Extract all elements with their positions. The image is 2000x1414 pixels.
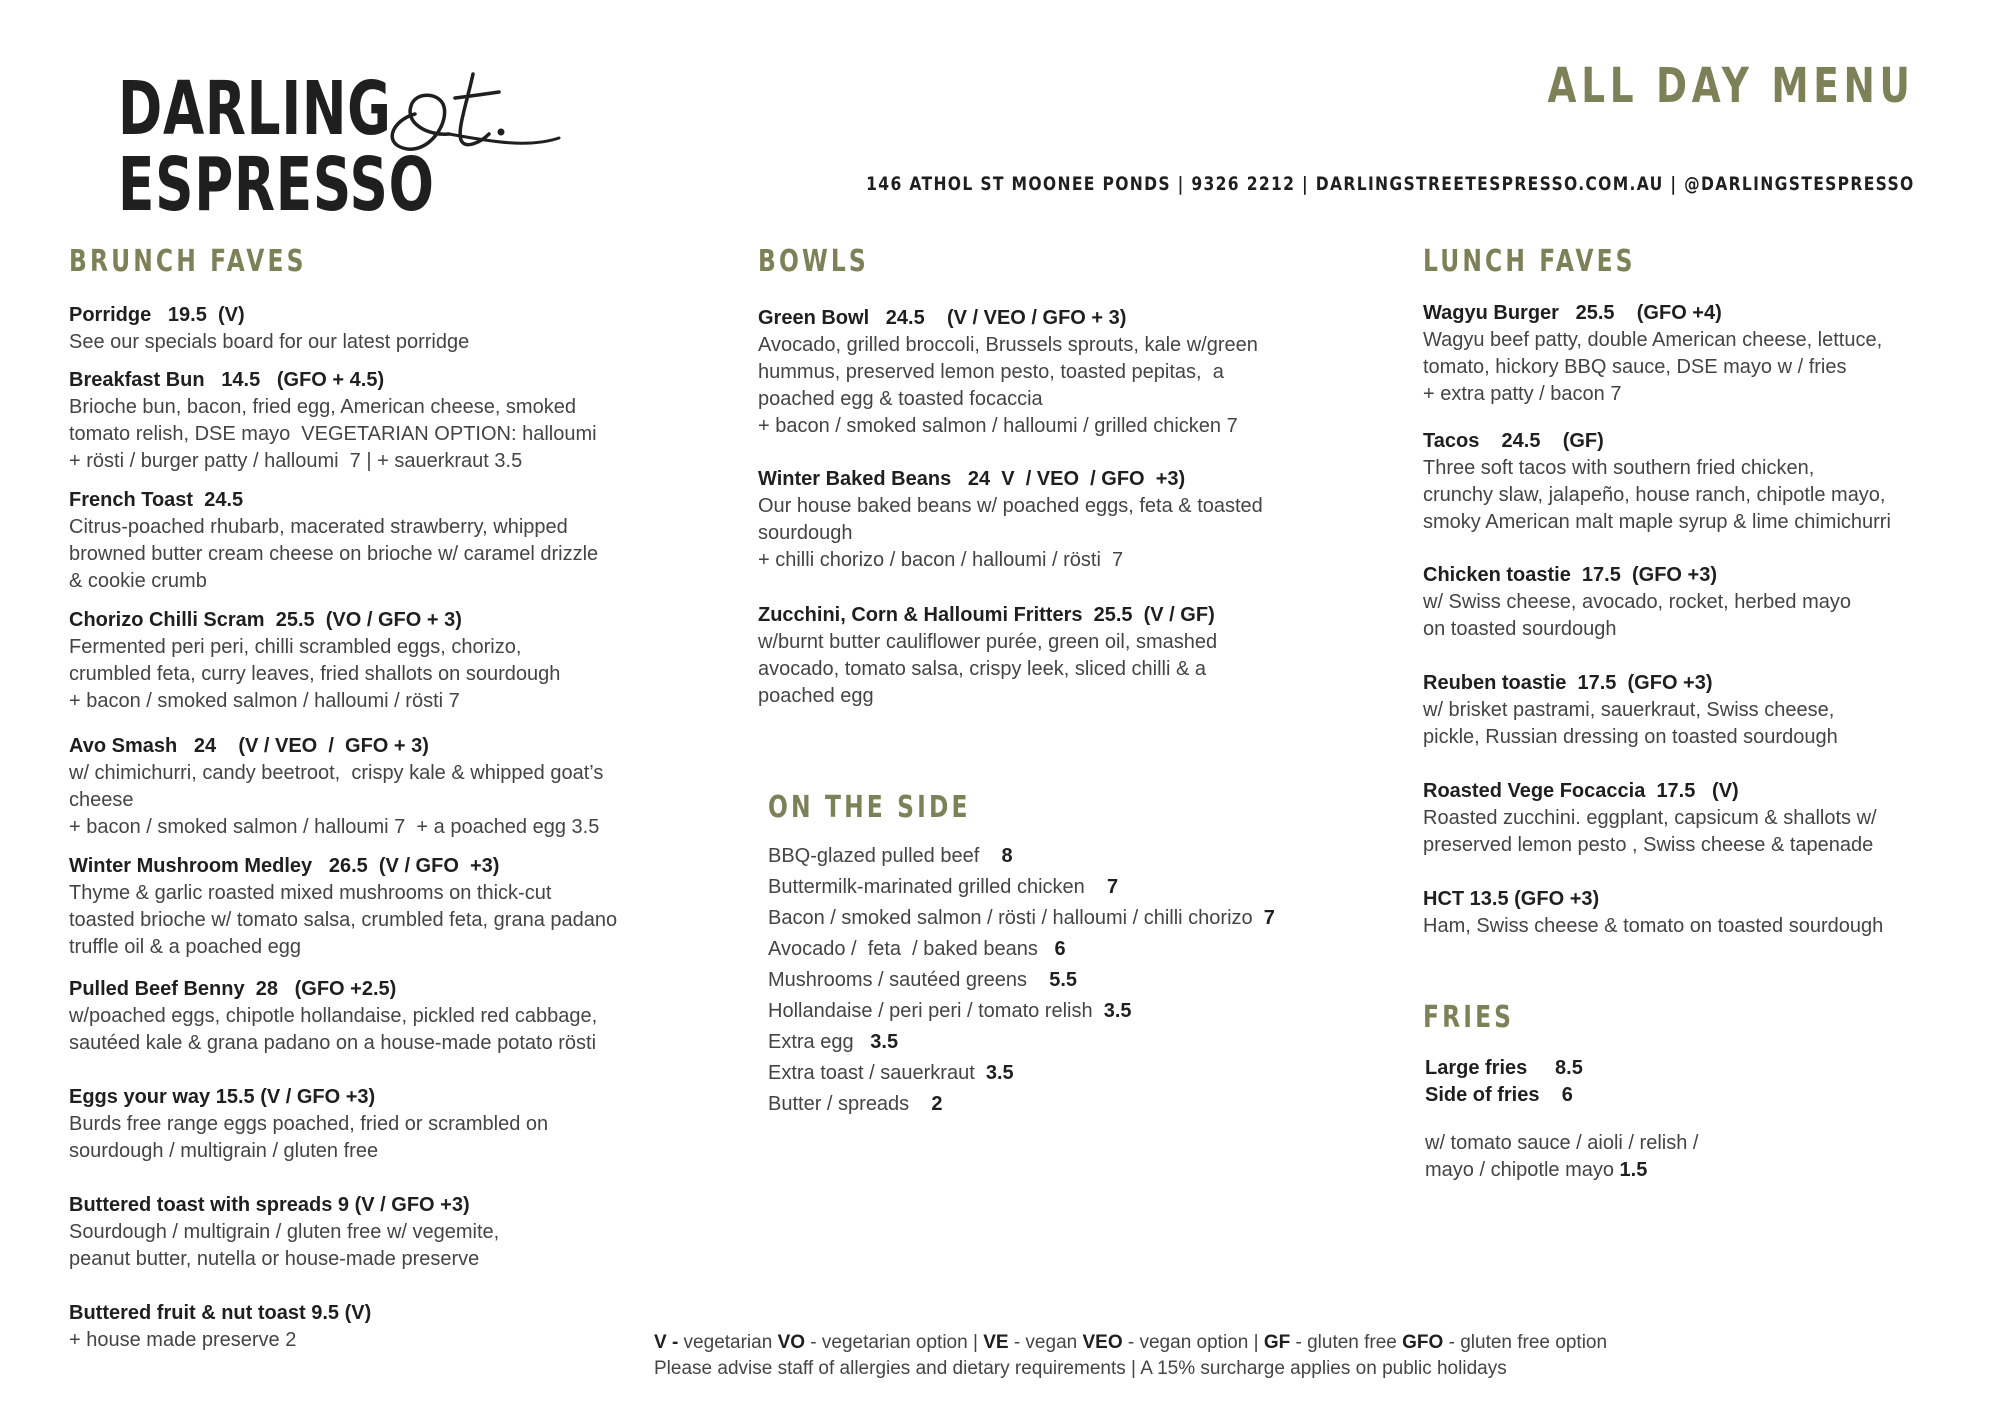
side-item-label: BBQ-glazed pulled beef (768, 845, 1002, 867)
side-item-price: 8 (1001, 845, 1013, 867)
brunch-item-description: + bacon / smoked salmon / halloumi / rösti 7 (69, 690, 460, 712)
legend-v: V - (654, 1332, 679, 1353)
fries-section-title: FRIES (1423, 1000, 1515, 1035)
lunch-item-description: Wagyu beef patty, double American cheese, lettuce, (1423, 329, 1883, 351)
legend-ve: VE (983, 1332, 1009, 1353)
lunch-item-name: Roasted Vege Focaccia 17.5 (V) (1423, 780, 1739, 802)
lunch-item-name: HCT 13.5 (GFO +3) (1423, 888, 1600, 910)
bowls-menu-item (758, 305, 1258, 440)
brunch-item-description: cheese (69, 789, 134, 811)
allergy-notice: Please advise staff of allergies and dietary requirements | A 15% surcharge applies on public holidays (654, 1358, 1507, 1379)
brunch-item-description: tomato relish, DSE mayo VEGETARIAN OPTION: halloumi (69, 423, 597, 445)
lunch-item-description: pickle, Russian dressing on toasted sourdough (1423, 726, 1838, 748)
side-item-label: Mushrooms / sautéed greens (768, 969, 1050, 991)
lunch-menu-item (1423, 300, 1882, 408)
side-item-price: 6 (1054, 938, 1066, 960)
brunch-menu-item (69, 853, 617, 961)
legend-gfo: GFO (1402, 1332, 1444, 1353)
side-item-label: Bacon / smoked salmon / rösti / halloumi / chilli chorizo (768, 907, 1264, 929)
brunch-item-description: + house made preserve 2 (69, 1329, 297, 1351)
brunch-item-description: toasted brioche w/ tomato salsa, crumbled feta, grana padano (69, 909, 618, 931)
brunch-menu-item (69, 1084, 548, 1165)
bowls-item-description: hummus, preserved lemon pesto, toasted pepitas, a (758, 361, 1224, 383)
brunch-item-name: Porridge 19.5 (V) (69, 304, 245, 326)
dietary-legend (654, 1330, 1607, 1356)
bowls-item-name: Zucchini, Corn & Halloumi Fritters 25.5 (V / GF) (758, 604, 1215, 626)
bowls-item-description: + bacon / smoked salmon / halloumi / grilled chicken 7 (758, 415, 1238, 437)
logo-script-st (353, 52, 583, 162)
side-item-label: Hollandaise / peri peri / tomato relish (768, 1000, 1104, 1022)
side-item-price: 2 (931, 1093, 943, 1115)
lunch-item-name: Chicken toastie 17.5 (GFO +3) (1423, 564, 1717, 586)
lunch-menu-item (1423, 670, 1838, 751)
legend-v-text: vegetarian (678, 1332, 778, 1353)
brunch-item-description: Fermented peri peri, chilli scrambled eggs, chorizo, (69, 636, 522, 658)
side-item (768, 1029, 898, 1056)
lunch-item-name: Tacos 24.5 (GF) (1423, 430, 1604, 452)
side-item (768, 998, 1132, 1025)
legend-gf: GF (1263, 1332, 1291, 1353)
contact-line: 146 ATHOL ST MOONEE PONDS | 9326 2212 | DARLINGSTREETESPRESSO.COM.AU | @DARLINGSTESPRESSO (866, 173, 1915, 195)
brunch-item-description: Citrus-poached rhubarb, macerated strawberry, whipped (69, 516, 568, 538)
side-item (768, 874, 1118, 901)
brunch-item-name: Buttered fruit & nut toast 9.5 (V) (69, 1302, 372, 1324)
bowls-item-description: poached egg & toasted focaccia (758, 388, 1043, 410)
side-item-label: Avocado / feta / baked beans (768, 938, 1055, 960)
brunch-item-description: + bacon / smoked salmon / halloumi 7 + a poached egg 3.5 (69, 816, 600, 838)
brunch-item-description: sautéed kale & grana padano on a house-made potato rösti (69, 1032, 597, 1054)
brunch-menu-item (69, 487, 598, 595)
bowls-item-description: avocado, tomato salsa, crispy leek, sliced chilli & a (758, 658, 1206, 680)
lunch-item-description: Ham, Swiss cheese & tomato on toasted sourdough (1423, 915, 1884, 937)
lunch-item-description: Roasted zucchini. eggplant, capsicum & shallots w/ (1423, 807, 1877, 829)
brunch-item-description: sourdough / multigrain / gluten free (69, 1140, 379, 1162)
brunch-item-description: See our specials board for our latest porridge (69, 331, 470, 353)
brunch-item-description: peanut butter, nutella or house-made preserve (69, 1248, 480, 1270)
brunch-item-name: French Toast 24.5 (69, 489, 244, 511)
lunch-item-name: Wagyu Burger 25.5 (GFO +4) (1423, 302, 1722, 324)
lunch-item-name: Reuben toastie 17.5 (GFO +3) (1423, 672, 1713, 694)
brunch-menu-item (69, 1300, 371, 1354)
brunch-section-title: BRUNCH FAVES (69, 244, 307, 279)
bowls-menu-item (758, 602, 1217, 710)
brunch-menu-item (69, 607, 560, 715)
bowls-section-title: BOWLS (758, 244, 869, 279)
legend-ve-text: - vegan (1008, 1332, 1083, 1353)
brunch-item-name: Pulled Beef Benny 28 (GFO +2.5) (69, 978, 397, 1000)
side-item (768, 1060, 1014, 1087)
brunch-item-description: w/poached eggs, chipotle hollandaise, pickled red cabbage, (69, 1005, 598, 1027)
side-item-price: 5.5 (1049, 969, 1078, 991)
fries-side: Side of fries 6 (1425, 1084, 1573, 1106)
brunch-item-name: Chorizo Chilli Scram 25.5 (VO / GFO + 3) (69, 609, 462, 631)
legend-veo: VEO (1082, 1332, 1123, 1353)
brunch-menu-item (69, 1192, 499, 1273)
bowls-item-description: Avocado, grilled broccoli, Brussels sprouts, kale w/green (758, 334, 1258, 356)
legend-gf-text: - gluten free (1290, 1332, 1403, 1353)
brunch-item-description: w/ chimichurri, candy beetroot, crispy kale & whipped goat’s (69, 762, 604, 784)
bowls-item-description: w/burnt butter cauliflower purée, green oil, smashed (758, 631, 1218, 653)
fries-sizes (1425, 1055, 1583, 1109)
fries-sauces (1425, 1130, 1698, 1184)
logo-word-darling: DARLING (118, 66, 392, 152)
brunch-item-description: Thyme & garlic roasted mixed mushrooms on thick-cut (69, 882, 552, 904)
brunch-menu-item (69, 302, 469, 356)
brunch-item-name: Breakfast Bun 14.5 (GFO + 4.5) (69, 369, 385, 391)
legend-gfo-text: - gluten free option (1443, 1332, 1608, 1353)
bowls-item-name: Winter Baked Beans 24 V / VEO / GFO +3) (758, 468, 1186, 490)
brunch-item-name: Winter Mushroom Medley 26.5 (V / GFO +3) (69, 855, 500, 877)
lunch-item-description: + extra patty / bacon 7 (1423, 383, 1622, 405)
brunch-menu-item (69, 976, 597, 1057)
brunch-item-description: Sourdough / multigrain / gluten free w/ vegemite, (69, 1221, 500, 1243)
side-section-title: ON THE SIDE (768, 790, 971, 825)
lunch-menu-item (1423, 886, 1883, 940)
legend-veo-text: - vegan option | (1122, 1332, 1264, 1353)
brunch-item-description: crumbled feta, curry leaves, fried shallots on sourdough (69, 663, 561, 685)
lunch-item-description: smoky American malt maple syrup & lime chimichurri (1423, 511, 1891, 533)
lunch-menu-item (1423, 778, 1877, 859)
side-item-price: 3.5 (870, 1031, 899, 1053)
brunch-item-name: Avo Smash 24 (V / VEO / GFO + 3) (69, 735, 429, 757)
lunch-item-description: on toasted sourdough (1423, 618, 1617, 640)
lunch-item-description: w/ Swiss cheese, avocado, rocket, herbed mayo (1423, 591, 1851, 613)
lunch-item-description: preserved lemon pesto , Swiss cheese & tapenade (1423, 834, 1874, 856)
brunch-item-description: Brioche bun, bacon, fried egg, American cheese, smoked (69, 396, 576, 418)
side-item (768, 967, 1077, 994)
side-item-label: Buttermilk-marinated grilled chicken (768, 876, 1108, 898)
fries-sauces-text: mayo / chipotle mayo (1425, 1159, 1620, 1181)
fries-sauces-line2 (1425, 1157, 1698, 1184)
fries-sauces-line1: w/ tomato sauce / aioli / relish / (1425, 1132, 1699, 1154)
lunch-section-title: LUNCH FAVES (1423, 244, 1636, 279)
side-item-price: 7 (1263, 907, 1275, 929)
lunch-item-description: Three soft tacos with southern fried chicken, (1423, 457, 1815, 479)
bowls-menu-item (758, 466, 1263, 574)
bowls-item-description: poached egg (758, 685, 874, 707)
bowls-item-description: + chilli chorizo / bacon / halloumi / rösti 7 (758, 549, 1124, 571)
bowls-item-description: sourdough (758, 522, 853, 544)
brand-logo (118, 52, 478, 228)
bowls-item-name: Green Bowl 24.5 (V / VEO / GFO + 3) (758, 307, 1127, 329)
lunch-menu-item (1423, 562, 1851, 643)
brunch-item-name: Buttered toast with spreads 9 (V / GFO +3) (69, 1194, 470, 1216)
brunch-menu-item (69, 367, 597, 475)
side-item-label: Extra egg (768, 1031, 871, 1053)
menu-title: ALL DAY MENU (1547, 58, 1915, 114)
side-item (768, 843, 1013, 870)
brunch-item-description: browned butter cream cheese on brioche w/ caramel drizzle (69, 543, 599, 565)
brunch-item-description: truffle oil & a poached egg (69, 936, 302, 958)
side-item-label: Extra toast / sauerkraut (768, 1062, 986, 1084)
legend-vo: VO (777, 1332, 806, 1353)
fries-large: Large fries 8.5 (1425, 1057, 1583, 1079)
side-item (768, 936, 1066, 963)
lunch-item-description: crunchy slaw, jalapeño, house ranch, chipotle mayo, (1423, 484, 1886, 506)
side-item-label: Butter / spreads (768, 1093, 932, 1115)
legend-vo-text: - vegetarian option | (805, 1332, 984, 1353)
lunch-item-description: w/ brisket pastrami, sauerkraut, Swiss cheese, (1423, 699, 1835, 721)
brunch-item-description: & cookie crumb (69, 570, 207, 592)
side-item-price: 3.5 (1103, 1000, 1132, 1022)
side-item (768, 905, 1275, 932)
side-item (768, 1091, 943, 1118)
brunch-item-description: Burds free range eggs poached, fried or scrambled on (69, 1113, 549, 1135)
brunch-menu-item (69, 733, 603, 841)
side-item-price: 3.5 (985, 1062, 1014, 1084)
lunch-item-description: tomato, hickory BBQ sauce, DSE mayo w / fries (1423, 356, 1847, 378)
fries-sauces-price: 1.5 (1619, 1159, 1648, 1181)
lunch-menu-item (1423, 428, 1891, 536)
brunch-item-name: Eggs your way 15.5 (V / GFO +3) (69, 1086, 376, 1108)
side-item-price: 7 (1107, 876, 1119, 898)
bowls-item-description: Our house baked beans w/ poached eggs, feta & toasted (758, 495, 1263, 517)
logo-word-espresso: ESPRESSO (118, 142, 435, 228)
brunch-item-description: + rösti / burger patty / halloumi 7 | + sauerkraut 3.5 (69, 450, 523, 472)
